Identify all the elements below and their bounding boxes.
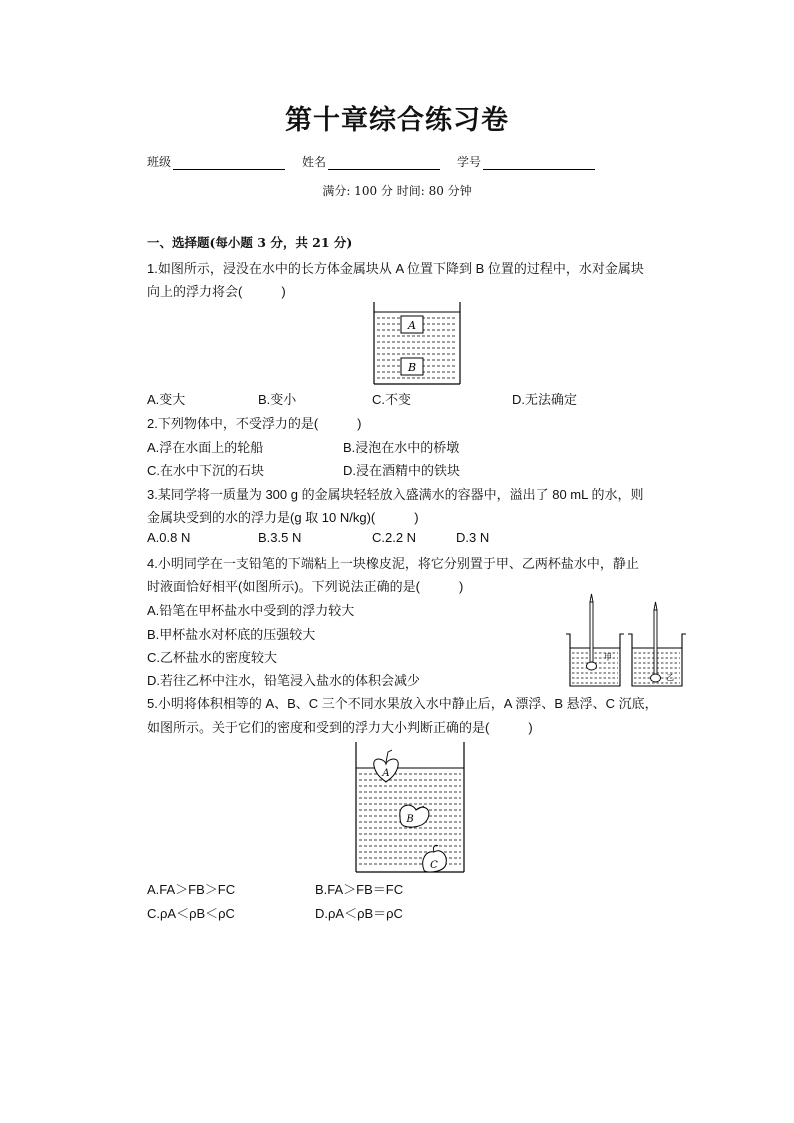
id-field bbox=[457, 153, 595, 170]
class-field bbox=[147, 153, 285, 170]
id-blank bbox=[483, 155, 595, 170]
q5-option-c[interactable]: C.ρA＜ρB＜ρC bbox=[147, 906, 235, 921]
name-field bbox=[302, 153, 440, 170]
class-blank bbox=[173, 155, 285, 170]
page-title: 第十章综合练习卷 bbox=[285, 105, 509, 136]
q1-option-d[interactable]: D.无法确定 bbox=[512, 392, 578, 407]
beaker-jia bbox=[566, 594, 624, 686]
q1-option-b[interactable]: B.变小 bbox=[258, 392, 297, 407]
q1-fig-label-a: A bbox=[408, 319, 416, 332]
exam-meta: 满分: 100 分 时间: 80 分钟 bbox=[322, 184, 472, 198]
q3-line2: 金属块受到的水的浮力是(g 取 10 N/kg)( ) bbox=[147, 510, 419, 525]
name-label: 姓名 bbox=[302, 155, 327, 169]
q1-line2: 向上的浮力将会( ) bbox=[147, 284, 286, 299]
q5-fig-label-a: A bbox=[382, 768, 390, 779]
q5-fig-label-b: B bbox=[406, 814, 414, 825]
q2-option-d[interactable]: D.浸在酒精中的铁块 bbox=[343, 463, 461, 478]
q1-fig-label-b: B bbox=[407, 361, 417, 374]
q3-option-d[interactable]: D.3 N bbox=[456, 530, 490, 545]
q1-option-c[interactable]: C.不变 bbox=[372, 392, 412, 407]
q3-option-a[interactable]: A.0.8 N bbox=[147, 530, 191, 545]
q4-line1: 4.小明同学在一支铅笔的下端粘上一块橡皮泥，将它分别置于甲、乙两杯盐水中，静止 bbox=[147, 556, 639, 571]
q1-figure bbox=[372, 300, 462, 386]
q2-line1: 2.下列物体中，不受浮力的是( ) bbox=[147, 416, 362, 431]
q5-fig-label-c: C bbox=[430, 860, 438, 871]
q1-line1: 1.如图所示，浸没在水中的长方体金属块从 A 位置下降到 B 位置的过程中，水对金属块 bbox=[147, 261, 644, 276]
q4-option-b[interactable]: B.甲杯盐水对杯底的压强较大 bbox=[147, 627, 316, 642]
q2-option-b[interactable]: B.浸泡在水中的桥墩 bbox=[343, 440, 460, 455]
q2-option-a[interactable]: A.浮在水面上的轮船 bbox=[147, 440, 264, 455]
q5-option-b[interactable]: B.FA＞FB＝FC bbox=[315, 882, 404, 897]
q3-option-c[interactable]: C.2.2 N bbox=[372, 530, 417, 545]
class-label: 班级 bbox=[147, 155, 172, 169]
id-label: 学号 bbox=[457, 155, 482, 169]
q2-option-c[interactable]: C.在水中下沉的石块 bbox=[147, 463, 265, 478]
section-heading: 一、选择题(每小题 3 分，共 21 分) bbox=[147, 235, 353, 250]
q4-fig-label-jia: 甲 bbox=[604, 653, 612, 662]
q4-option-a[interactable]: A.铅笔在甲杯盐水中受到的浮力较大 bbox=[147, 603, 355, 618]
q4-fig-label-yi: 乙 bbox=[666, 673, 674, 682]
name-blank bbox=[328, 155, 440, 170]
q5-option-a[interactable]: A.FA＞FB＞FC bbox=[147, 882, 236, 897]
q5-line1: 5.小明将体积相等的 A、B、C 三个不同水果放入水中静止后，A 漂浮、B 悬浮、C 沉底， bbox=[147, 696, 658, 711]
q1-option-a[interactable]: A.变大 bbox=[147, 392, 186, 407]
beaker-yi bbox=[628, 602, 686, 686]
q5-option-d[interactable]: D.ρA＜ρB＝ρC bbox=[315, 906, 403, 921]
q3-line1: 3.某同学将一质量为 300 g 的金属块轻轻放入盛满水的容器中，溢出了 80 mL 的水，则 bbox=[147, 487, 644, 502]
q5-line2: 如图所示。关于它们的密度和受到的浮力大小判断正确的是( ) bbox=[147, 720, 533, 735]
q4-option-c[interactable]: C.乙杯盐水的密度较大 bbox=[147, 650, 278, 665]
q3-option-b[interactable]: B.3.5 N bbox=[258, 530, 302, 545]
q4-line2: 时液面恰好相平(如图所示)。下列说法正确的是( ) bbox=[147, 579, 464, 594]
q4-figure bbox=[562, 590, 692, 690]
q5-figure bbox=[354, 740, 466, 874]
q4-option-d[interactable]: D.若往乙杯中注水，铅笔浸入盐水的体积会减少 bbox=[147, 673, 421, 688]
